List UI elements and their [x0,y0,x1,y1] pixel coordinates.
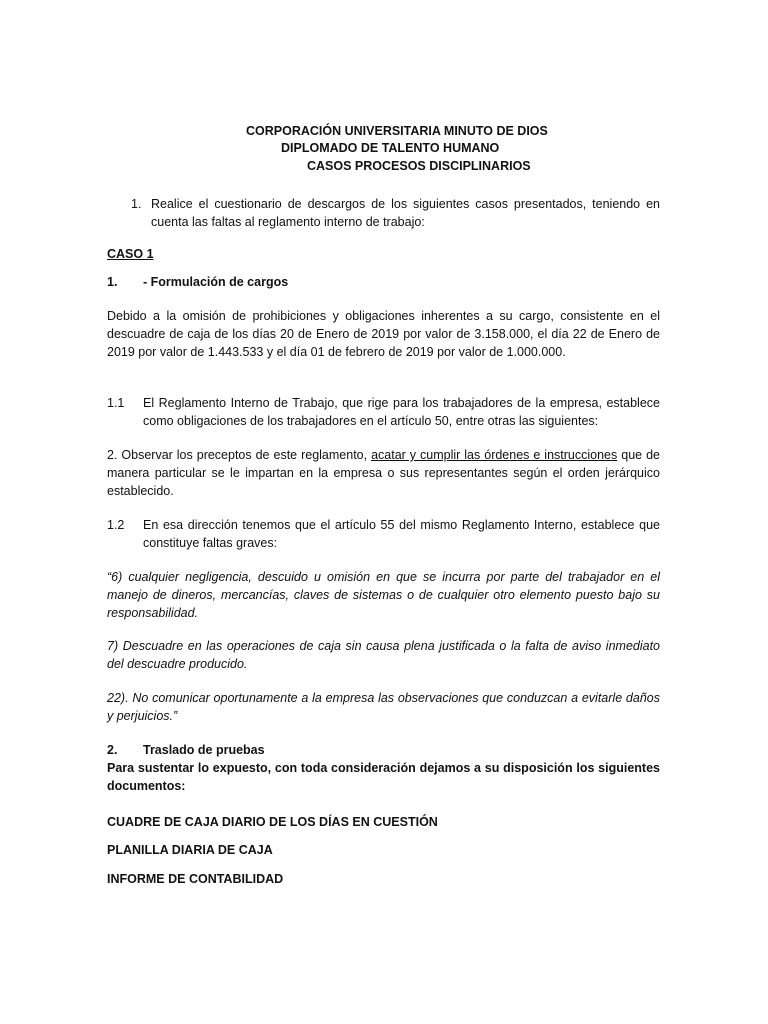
regulation-item-1-1-text: El Reglamento Interno de Trabajo, que rige para los trabajadores de la empresa, establece como obligaciones de los trabajadores en el artículo 50, entre otras las siguientes: [143,396,660,428]
obligation-2-paragraph [107,446,660,500]
regulation-item-1-2-number: 1.2 [107,518,125,532]
instruction-text: Realice el cuestionario de descargos de los siguientes casos presentados, teniendo en cuenta las faltas al reglamento interno de trabajo: [151,197,660,229]
obligation-2-text-start: 2. Observar los preceptos de este reglamento, [107,448,372,462]
obligation-2-underlined: acatar y cumplir las órdenes e instrucciones [371,448,618,462]
quote-fault-6: “6) cualquier negligencia, descuido u omisión en que se incurra por parte del trabajador en el manejo de dineros, mercancías, claves de sistemas o de cualquier otro elemento puesto bajo su responsabilidad. [107,570,660,620]
charges-paragraph: Debido a la omisión de prohibiciones y obligaciones inherentes a su cargo, consistente en el descuadre de caja de los días 20 de Enero de 2019 por valor de 3.158.000, el día 22 de Enero de 2019 por valor de 1.443.533 y el día 01 de febrero de 2019 por valor de 1.000.000. [107,309,660,359]
instruction-number: 1. [131,197,142,211]
obligation-2-text-end: que de manera particular se le impartan en la empresa o sus representantes según el orden jerárquico establecido. [107,448,660,498]
quote-fault-22: 22). No comunicar oportunamente a la empresa las observaciones que conduzcan a evitarle daños y perjuicios.” [107,691,660,723]
section-evidence-number: 2. [107,743,118,757]
section-charges-heading [107,273,660,291]
section-evidence-heading [107,741,660,759]
document-item: INFORME DE CONTABILIDAD [107,872,284,886]
institution-title: CORPORACIÓN UNIVERSITARIA MINUTO DE DIOS [246,124,548,138]
instruction-item [131,195,660,231]
section-charges-title: - Formulación de cargos [143,275,289,289]
regulation-item-1-1 [107,394,660,430]
document-item: CUADRE DE CAJA DIARIO DE LOS DÍAS EN CUESTIÓN [107,815,438,829]
section-evidence-title: Traslado de pruebas [143,743,265,757]
regulation-item-1-2-text: En esa dirección tenemos que el artículo 55 del mismo Reglamento Interno, establece que constituye faltas graves: [143,518,660,550]
case-title: CASO 1 [107,247,154,261]
regulation-item-1-2 [107,516,660,552]
regulation-item-1-1-number: 1.1 [107,396,125,410]
section-charges-number: 1. [107,275,118,289]
diploma-title: DIPLOMADO DE TALENTO HUMANO [281,141,500,155]
quote-fault-7: 7) Descuadre en las operaciones de caja sin causa plena justificada o la falta de aviso inmediato del descuadre producido. [107,639,660,671]
document-title: CASOS PROCESOS DISCIPLINARIOS [307,159,531,173]
evidence-intro: Para sustentar lo expuesto, con toda consideración dejamos a su disposición los siguientes documentos: [107,761,660,793]
document-item: PLANILLA DIARIA DE CAJA [107,843,273,857]
